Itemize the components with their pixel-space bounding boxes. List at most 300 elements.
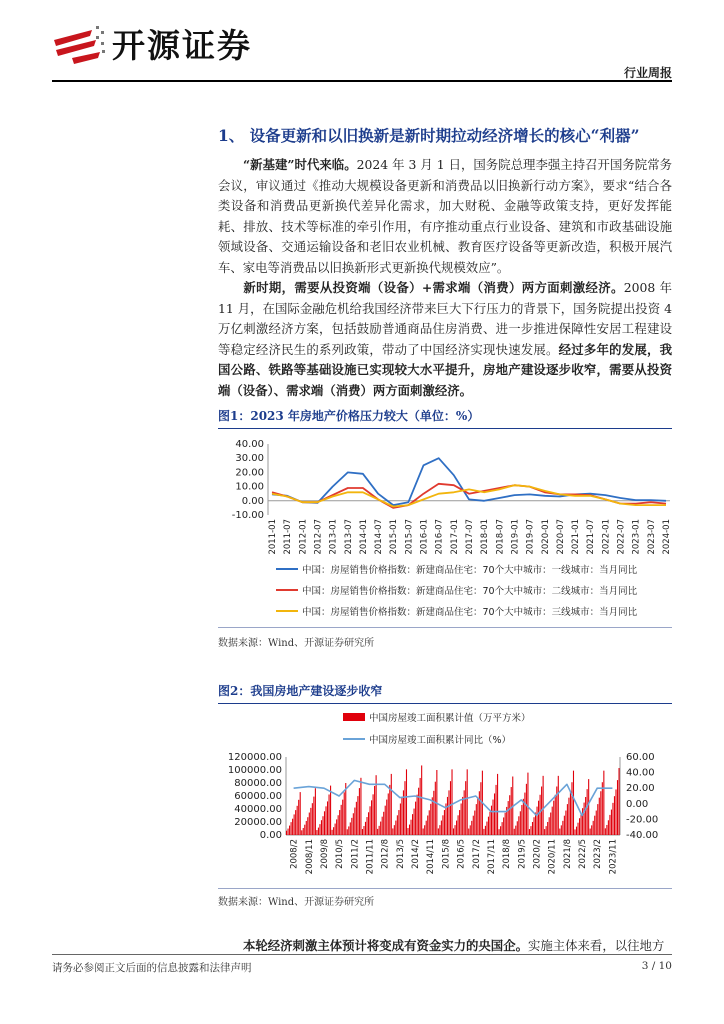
y-tick-label: 10.00	[235, 481, 264, 493]
bar	[410, 820, 411, 835]
figure-2-title: 图2：我国房地产建设逐步收窄	[218, 684, 383, 698]
bar	[366, 817, 367, 835]
bar	[414, 809, 415, 835]
bar	[450, 781, 451, 835]
series-line-1	[272, 458, 666, 505]
bar	[321, 820, 322, 835]
x-tick-label: 2020-07	[555, 519, 566, 555]
bar	[585, 797, 586, 835]
bar	[288, 829, 289, 835]
bar	[530, 826, 531, 835]
x-tick-label: 2021-01	[571, 519, 582, 555]
bar	[357, 796, 358, 835]
bar	[327, 801, 328, 835]
bar	[473, 816, 474, 835]
legend-label: 中国：房屋销售价格指数：新建商品住宅：70个大中城市：二线城市：当月同比	[302, 586, 638, 597]
bar	[587, 789, 588, 835]
paragraph-1	[218, 155, 672, 278]
bar	[395, 821, 396, 835]
bar	[605, 828, 606, 835]
bar	[533, 817, 534, 835]
bar	[424, 825, 425, 835]
bar	[597, 804, 598, 835]
bar	[559, 829, 560, 835]
bar	[347, 829, 348, 835]
bar	[429, 810, 430, 835]
bar	[418, 788, 419, 835]
bar	[588, 779, 589, 835]
bar	[489, 812, 490, 835]
bar	[368, 812, 369, 835]
bar	[480, 782, 481, 835]
bar	[555, 795, 556, 835]
bar	[442, 815, 443, 835]
x-tick-label: 2014/11	[426, 839, 437, 875]
bar	[306, 821, 307, 835]
y-tick-label: 40.00	[235, 439, 264, 450]
x-tick-label: 2015-01	[389, 519, 400, 555]
bar	[304, 825, 305, 835]
bar	[544, 829, 545, 835]
bar	[392, 828, 393, 835]
figure-2-source: 数据来源：Wind、开源证券研究所	[218, 897, 375, 908]
bar	[602, 782, 603, 835]
bar	[470, 825, 471, 835]
bar	[570, 791, 571, 835]
bar	[527, 773, 528, 835]
bar	[579, 818, 580, 835]
bar	[406, 769, 407, 835]
bar	[303, 828, 304, 835]
bar	[600, 791, 601, 835]
bar	[353, 813, 354, 835]
bar	[423, 829, 424, 836]
brand-name: 开源证券	[112, 26, 252, 65]
bar	[502, 822, 503, 835]
bar	[363, 826, 364, 835]
bar	[515, 826, 516, 835]
bar	[612, 803, 613, 835]
legend-label: 中国：房屋销售价格指数：新建商品住宅：70个大中城市：三线城市：当月同比	[302, 607, 638, 618]
figure-2-top-rule	[218, 703, 672, 704]
x-tick-label: 2015/8	[441, 839, 452, 869]
bar	[341, 805, 342, 835]
bar	[608, 820, 609, 835]
bar	[508, 801, 509, 835]
bar	[564, 816, 565, 835]
bar	[382, 817, 383, 835]
bar	[301, 830, 302, 835]
x-tick-label: 2013-07	[343, 519, 354, 555]
left-y-tick-label: 0.00	[259, 830, 282, 841]
bar	[342, 800, 343, 835]
bar	[291, 822, 292, 835]
bar	[537, 807, 538, 835]
bar	[344, 792, 345, 835]
bar	[407, 828, 408, 835]
bar	[571, 782, 572, 835]
bar	[593, 821, 594, 835]
bar	[464, 790, 465, 835]
bar	[461, 803, 462, 835]
bar	[297, 806, 298, 835]
figure-1-line-chart	[218, 432, 672, 618]
figure-1-top-rule	[218, 428, 672, 429]
bar	[318, 828, 319, 835]
bar	[596, 811, 597, 835]
bar	[521, 805, 522, 835]
bar	[453, 828, 454, 835]
bar	[397, 815, 398, 835]
bar	[546, 826, 547, 835]
bar	[370, 806, 371, 835]
bar	[459, 810, 460, 835]
bar	[561, 825, 562, 835]
x-tick-label: 2023-07	[646, 519, 657, 555]
bar	[486, 822, 487, 835]
bar	[316, 830, 317, 835]
bar	[373, 794, 374, 835]
bar	[388, 793, 389, 835]
bar	[617, 780, 618, 835]
bar	[351, 818, 352, 835]
bar	[435, 782, 436, 835]
paragraph-2-conclusion: 经过多年的发展，我国公路、铁路等基础设施已实现较大水平提升，房地产建设逐步收窄，需要从投资端（设备）、需求端（消费）两方面刺激经济。	[218, 341, 673, 398]
y-tick-label: -10.00	[231, 510, 264, 521]
x-tick-label: 2019-01	[510, 519, 521, 555]
bar	[380, 822, 381, 835]
bar	[465, 781, 466, 835]
bar	[420, 778, 421, 835]
x-tick-label: 2018/8	[502, 839, 513, 869]
bar	[356, 802, 357, 835]
x-tick-label: 2020-01	[540, 519, 551, 555]
bar	[492, 800, 493, 835]
bar	[448, 790, 449, 835]
right-y-tick-label: -40.00	[626, 830, 659, 841]
bar	[433, 791, 434, 835]
bar	[477, 798, 478, 835]
bar	[467, 769, 468, 835]
x-tick-label: 2021-07	[586, 519, 597, 555]
left-y-tick-label: 40000.00	[234, 804, 282, 815]
bar	[404, 781, 405, 835]
bar	[371, 800, 372, 835]
bar	[350, 822, 351, 835]
x-tick-label: 2020/2	[532, 839, 543, 869]
bar	[462, 797, 463, 835]
bar	[409, 825, 410, 835]
paragraph-2-lead: 新时期，需要从投资端（设备）+需求端（消费）两方面刺激经济。	[243, 280, 624, 295]
bar	[313, 797, 314, 835]
left-y-tick-label: 20000.00	[234, 817, 282, 828]
bar	[574, 829, 575, 835]
x-tick-label: 2008/2	[289, 839, 300, 869]
bar	[338, 815, 339, 835]
bar	[336, 819, 337, 835]
bar	[509, 795, 510, 835]
bar	[491, 806, 492, 835]
page-number: 3 / 10	[641, 960, 672, 972]
figure-1-bottom-rule	[218, 627, 672, 628]
bar	[505, 813, 506, 835]
bar	[520, 811, 521, 835]
bar	[590, 829, 591, 835]
x-tick-label: 2021/8	[562, 839, 573, 869]
x-tick-label: 2022-01	[601, 519, 612, 555]
x-tick-label: 2023/2	[593, 839, 604, 869]
bar	[401, 797, 402, 835]
bar	[476, 804, 477, 835]
x-tick-label: 2023/11	[608, 839, 619, 875]
bar	[615, 789, 616, 835]
figure-1-title: 图1：2023 年房地产价格压力较大（单位：%）	[218, 409, 480, 423]
bar	[394, 825, 395, 835]
bar	[348, 826, 349, 835]
bar	[479, 791, 480, 835]
bar	[471, 821, 472, 835]
bar	[324, 811, 325, 835]
bar	[315, 788, 316, 835]
x-tick-label: 2022/5	[578, 839, 589, 869]
bar	[330, 786, 331, 835]
bar	[430, 804, 431, 835]
x-tick-label: 2014-07	[374, 519, 385, 555]
x-tick-label: 2014-01	[358, 519, 369, 555]
x-tick-label: 2011/2	[350, 839, 361, 869]
right-y-tick-label: 60.00	[626, 752, 655, 763]
bar	[319, 824, 320, 835]
bar	[335, 824, 336, 835]
bar	[577, 823, 578, 835]
x-tick-label: 2020/11	[547, 839, 558, 875]
x-tick-label: 2012-01	[298, 519, 309, 555]
bar	[517, 821, 518, 835]
bar	[432, 797, 433, 835]
bar	[606, 825, 607, 835]
bar	[365, 822, 366, 835]
x-tick-label: 2011/11	[365, 839, 376, 875]
figure-2-bar-line-chart	[218, 706, 672, 886]
y-tick-label: 20.00	[235, 467, 264, 479]
bar	[496, 785, 497, 835]
bar	[386, 800, 387, 835]
bar	[332, 830, 333, 835]
bar	[562, 821, 563, 835]
bar	[339, 810, 340, 835]
footer-divider	[52, 954, 672, 955]
bar	[603, 771, 604, 835]
bar	[581, 814, 582, 835]
left-y-tick-label: 80000.00	[234, 778, 282, 789]
left-y-tick-label: 60000.00	[234, 791, 282, 802]
bar	[374, 786, 375, 835]
bar	[439, 825, 440, 835]
bar	[391, 774, 392, 835]
bar	[307, 817, 308, 835]
bar	[618, 768, 619, 835]
x-tick-label: 2017-01	[449, 519, 460, 555]
legend-swatch	[343, 713, 365, 721]
bar	[325, 806, 326, 835]
left-y-tick-label: 120000.00	[227, 752, 282, 763]
bar	[526, 784, 527, 835]
bar	[547, 822, 548, 835]
bar	[524, 793, 525, 835]
bar	[441, 821, 442, 835]
bar	[345, 783, 346, 835]
bar	[529, 829, 530, 835]
bar	[379, 826, 380, 835]
right-y-tick-label: -20.00	[626, 814, 659, 826]
report-type-tag: 行业周报	[623, 66, 672, 80]
bar	[609, 815, 610, 835]
bar	[362, 829, 363, 835]
bar	[322, 816, 323, 835]
x-tick-label: 2017/11	[486, 839, 497, 875]
right-y-tick-label: 0.00	[626, 798, 649, 810]
bar	[400, 803, 401, 835]
bar	[421, 765, 422, 835]
bar	[354, 808, 355, 835]
bar	[458, 815, 459, 835]
figure-1-source: 数据来源：Wind、开源证券研究所	[218, 638, 375, 649]
bar	[573, 771, 574, 835]
x-tick-label: 2024-01	[662, 519, 672, 555]
bar	[584, 803, 585, 835]
bar	[333, 827, 334, 835]
bar	[456, 821, 457, 835]
bar	[389, 785, 390, 835]
bar	[360, 778, 361, 835]
x-tick-label: 2023-01	[631, 519, 642, 555]
bar	[599, 798, 600, 835]
bar	[494, 793, 495, 835]
bar	[483, 829, 484, 835]
bar	[309, 813, 310, 835]
bar	[499, 829, 500, 835]
bar	[468, 829, 469, 835]
bar	[538, 801, 539, 835]
x-tick-label: 2016-01	[419, 519, 430, 555]
x-tick-label: 2011-01	[268, 519, 278, 555]
bar	[312, 803, 313, 835]
paragraph-3-lead: 本轮经济刺激主体预计将变成有资金实力的央国企。	[243, 938, 528, 953]
x-tick-label: 2018-07	[495, 519, 506, 555]
x-tick-label: 2016-07	[434, 519, 445, 555]
bar	[614, 796, 615, 835]
bar	[438, 828, 439, 835]
bar	[329, 794, 330, 835]
x-tick-label: 2018-01	[480, 519, 491, 555]
bar	[552, 807, 553, 835]
right-y-tick-label: 40.00	[626, 767, 655, 779]
x-tick-label: 2017-07	[465, 519, 475, 555]
bar	[444, 810, 445, 835]
section-heading: 1、 设备更新和以旧换新是新时期拉动经济增长的核心“利器”	[218, 126, 640, 145]
x-tick-label: 2019-07	[525, 519, 536, 555]
bar	[412, 814, 413, 835]
bar	[543, 776, 544, 835]
bar	[294, 814, 295, 835]
x-tick-label: 2008/11	[304, 839, 315, 875]
paragraph-2	[218, 278, 672, 401]
bar	[591, 825, 592, 835]
y-tick-label: 30.00	[235, 453, 264, 465]
x-tick-label: 2022-07	[616, 519, 627, 555]
y-tick-label: 0.00	[241, 495, 264, 507]
bar	[567, 804, 568, 835]
bar	[565, 811, 566, 835]
x-tick-label: 2014/2	[411, 839, 422, 869]
bar	[532, 822, 533, 835]
bar	[415, 802, 416, 835]
x-tick-label: 2010/5	[335, 839, 346, 869]
bar	[289, 826, 290, 835]
paragraph-1-body: 2024 年 3 月 1 日，国务院总理李强主持召开国务院常务会议，审议通过《推动大规模设备更新和消费品以旧换新行动方案》，要求“结合各类设备和消费品更新换代差异化需求，加大财税、金融等政策支持，更好发挥能耗、排放、技术等标准的牵引作用，有序推动重点行业设备、建筑和市政基础设施领域设备、交通运输设备和老旧农业机械、教育医疗设备等更新改造，积极开展汽车、家电等消费品以旧换新形式更新换代规模效应”。	[218, 157, 672, 275]
bar	[576, 827, 577, 835]
bar	[568, 798, 569, 835]
bar	[514, 829, 515, 835]
bar	[383, 812, 384, 835]
bar	[558, 776, 559, 835]
x-tick-label: 2011-07	[283, 519, 294, 555]
bar	[611, 810, 612, 835]
x-tick-label: 2015-07	[404, 519, 415, 555]
bar	[497, 774, 498, 835]
bar	[300, 792, 301, 835]
x-tick-label: 2012-07	[313, 519, 324, 555]
x-tick-label: 2017/2	[471, 839, 482, 869]
bar	[292, 819, 293, 835]
bar	[398, 810, 399, 835]
x-tick-label: 2019/5	[517, 839, 528, 869]
bar	[426, 821, 427, 835]
figure-2-bottom-rule	[218, 888, 672, 889]
bar	[540, 795, 541, 835]
header-divider	[52, 80, 672, 82]
x-tick-label: 2016/5	[456, 839, 467, 869]
bar	[447, 797, 448, 835]
bar	[359, 788, 360, 835]
x-tick-label: 2013-01	[328, 519, 339, 555]
legend-label: 中国房屋竣工面积累计同比（%）	[369, 735, 512, 746]
bar	[553, 801, 554, 835]
bar	[286, 831, 287, 835]
bar	[455, 825, 456, 835]
bar	[451, 769, 452, 835]
paragraph-1-lead: “新基建”时代来临。	[243, 157, 357, 172]
bar	[549, 817, 550, 835]
x-tick-label: 2012/8	[380, 839, 391, 869]
paragraph-3-body: 实施主体来看，以往地方	[527, 938, 665, 953]
left-y-tick-label: 100000.00	[227, 765, 282, 776]
bar	[523, 799, 524, 835]
bar	[488, 817, 489, 835]
bar	[417, 795, 418, 835]
bar	[511, 787, 512, 835]
bar	[385, 806, 386, 835]
bar	[298, 800, 299, 835]
x-tick-label: 2009/8	[319, 839, 330, 869]
bar	[518, 816, 519, 835]
bar	[427, 816, 428, 836]
logo-mark-icon	[52, 22, 108, 66]
bar	[310, 808, 311, 835]
legend-label: 中国：房屋销售价格指数：新建商品住宅：70个大中城市：一线城市：当月同比	[302, 565, 638, 576]
paragraph-2-body: 2008 年 11 月，在国际金融危机给我国经济带来巨大下行压力的背景下，国务院提出投资 4 万亿刺激经济方案，包括鼓励普通商品住房消费、进一步推进保障性安居工程建设等稳定经济民生的系列政策，带动了中国经济实现快速发展。	[218, 280, 672, 357]
bar	[377, 829, 378, 835]
